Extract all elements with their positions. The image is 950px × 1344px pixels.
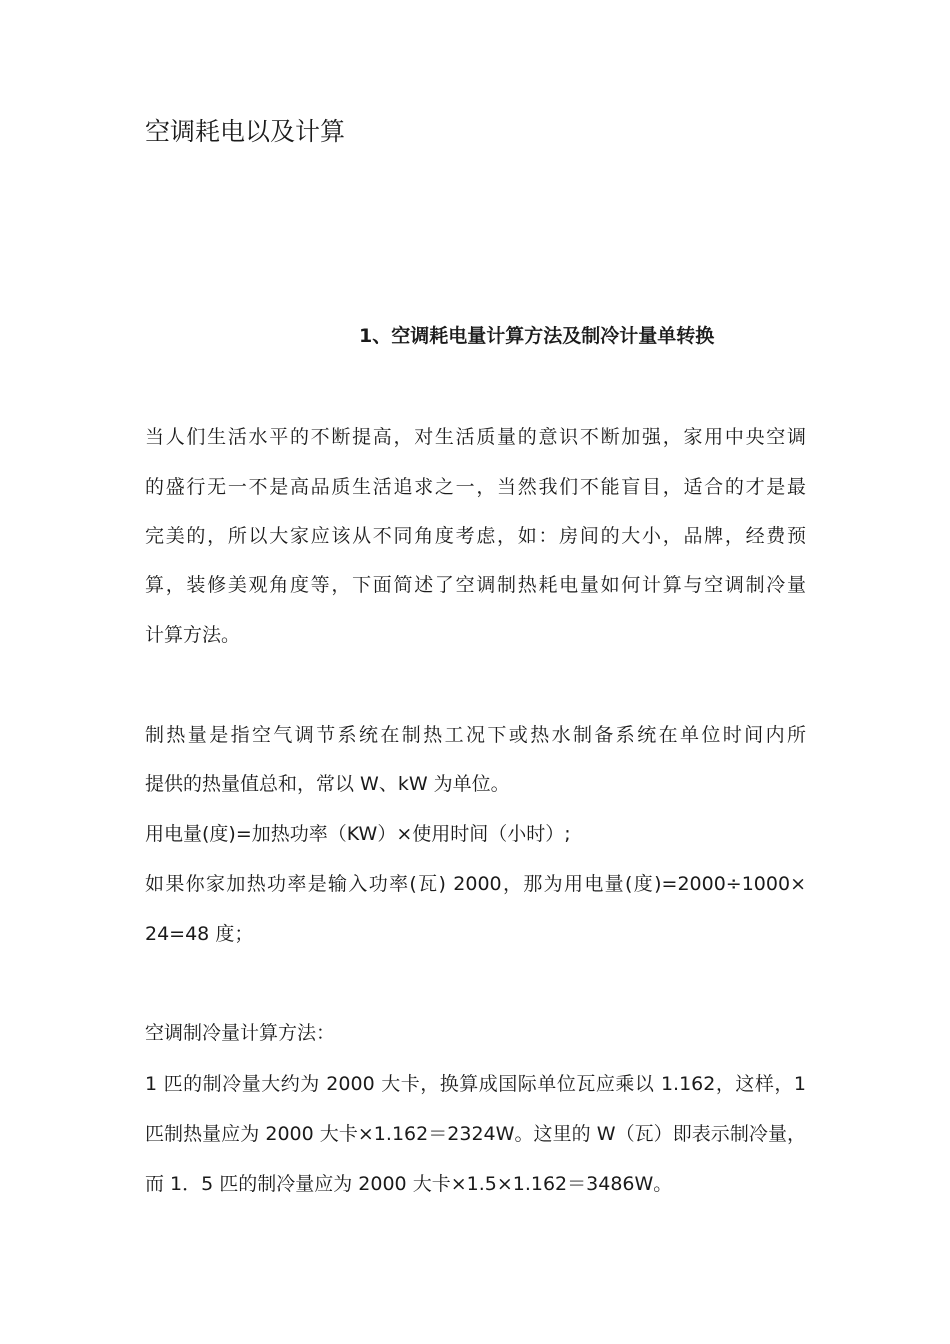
example-line: 如果你家加热功率是输入功率(瓦) 2000，那为用电量(度)=2000÷1000× [145, 873, 806, 895]
document-title: 空调耗电以及计算 [145, 117, 346, 146]
paragraph-line: 算，装修美观角度等，下面简述了空调制热耗电量如何计算与空调制冷量 [145, 574, 806, 596]
formula-line: 用电量(度)=加热功率（KW）×使用时间（小时）; [145, 823, 571, 845]
paragraph-line: 的盛行无一不是高品质生活追求之一，当然我们不能盲目，适合的才是最 [145, 476, 806, 498]
paragraph-line: 制热量是指空气调节系统在制热工况下或热水制备系统在单位时间内所 [145, 724, 806, 746]
cooling-line: 匹制热量应为 2000 大卡×1.162＝2324W。这里的 W（瓦）即表示制冷量， [145, 1123, 806, 1145]
paragraph-line: 当人们生活水平的不断提高，对生活质量的意识不断加强，家用中央空调 [145, 426, 806, 448]
paragraph-line: 提供的热量值总和，常以 W、kW 为单位。 [145, 773, 510, 795]
paragraph-line: 完美的，所以大家应该从不同角度考虑，如：房间的大小，品牌，经费预 [145, 525, 806, 547]
cooling-line: 1 匹的制冷量大约为 2000 大卡，换算成国际单位瓦应乘以 1.162，这样，1 [145, 1073, 806, 1095]
section-heading: 1、空调耗电量计算方法及制冷计量单转换 [359, 325, 715, 347]
paragraph-line: 计算方法。 [145, 624, 241, 646]
cooling-heading: 空调制冷量计算方法： [145, 1022, 336, 1044]
cooling-line: 而 1．5 匹的制冷量应为 2000 大卡×1.5×1.162＝3486W。 [145, 1173, 673, 1195]
example-line: 24=48 度； [145, 923, 254, 945]
